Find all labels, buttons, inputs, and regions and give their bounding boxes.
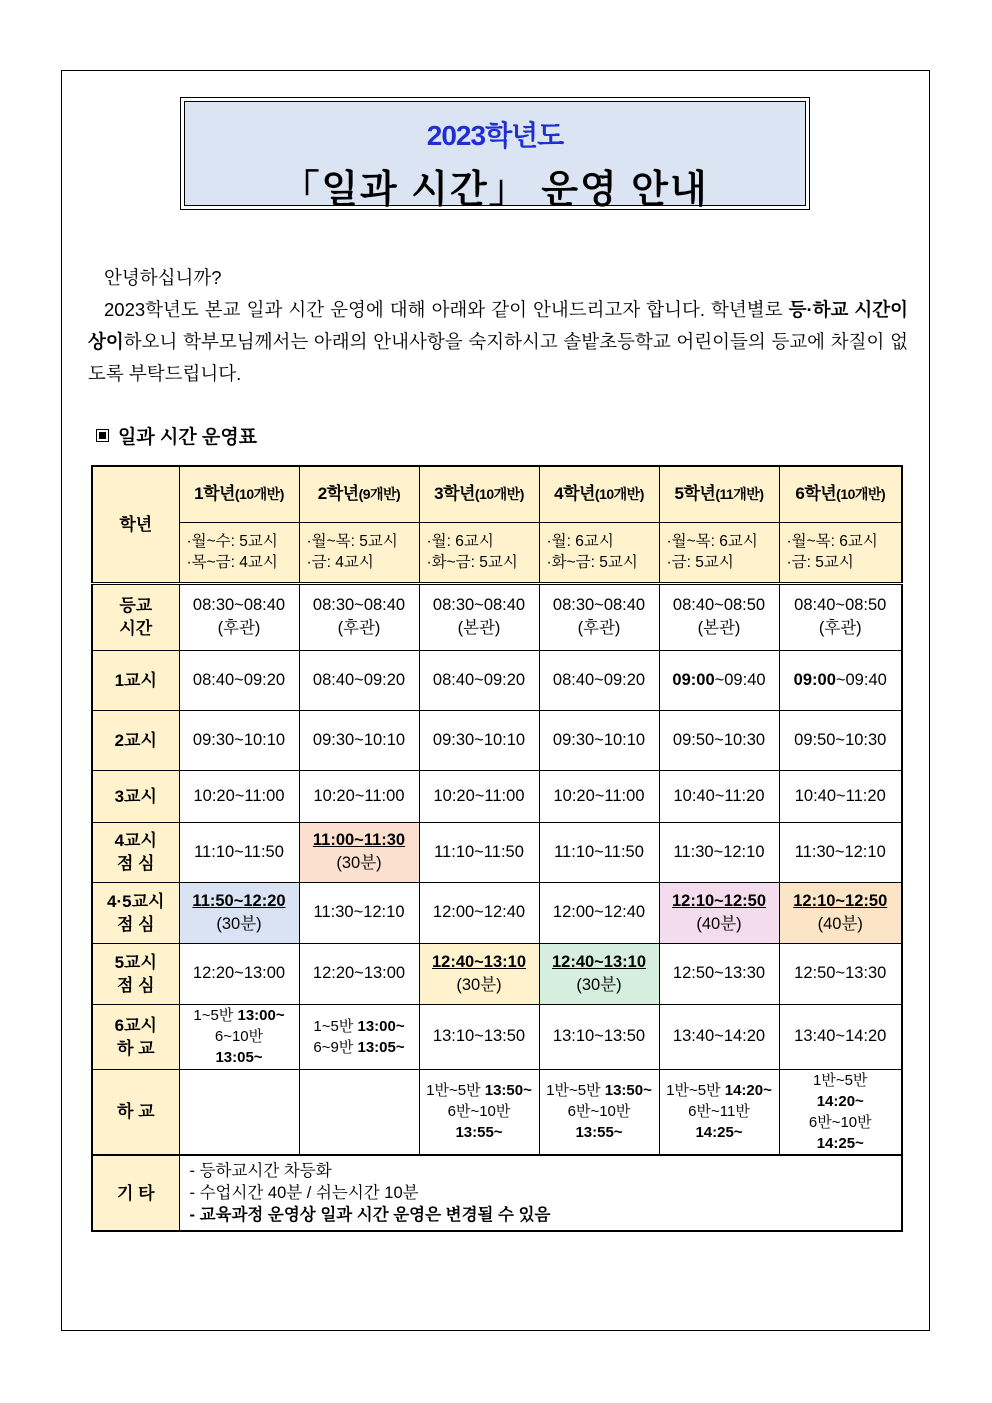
row-label-period-2: 2교시 xyxy=(92,710,179,770)
dismissal-cell: 1반~5반 14:20~ 6반~11반 14:25~ xyxy=(659,1069,779,1155)
period-cell: 09:30~10:10 xyxy=(299,710,419,770)
row-label-period-5: 5교시 점 심 xyxy=(92,943,179,1004)
lunch-cell: 11:50~12:20 (30분) xyxy=(179,882,299,943)
grade-1-schedule: ·월~수: 5교시 ·목~금: 4교시 xyxy=(179,522,299,583)
row-label-period-4: 4교시 점 심 xyxy=(92,822,179,882)
period-cell: 09:30~10:10 xyxy=(539,710,659,770)
period-cell: 11:10~11:50 xyxy=(179,822,299,882)
page-title: 「일과 시간」 운영 안내 xyxy=(281,169,709,211)
period-cell: 09:30~10:10 xyxy=(419,710,539,770)
period-cell: 13:40~14:20 xyxy=(779,1004,902,1069)
period-cell: 10:40~11:20 xyxy=(659,770,779,822)
row-label-arrival: 등교 시간 xyxy=(92,583,179,650)
period-cell: 11:30~12:10 xyxy=(659,822,779,882)
period-cell: 10:20~11:00 xyxy=(299,770,419,822)
intro-text xyxy=(88,262,908,390)
title-year: 2023학년도 xyxy=(426,120,564,151)
grade-5-schedule: ·월~목: 6교시 ·금: 5교시 xyxy=(659,522,779,583)
intro-paragraph xyxy=(88,294,908,390)
arrival-cell: 08:30~08:40 (본관) xyxy=(419,583,539,650)
period-cell: 10:40~11:20 xyxy=(779,770,902,822)
row-label-period-1: 1교시 xyxy=(92,650,179,710)
period-cell: 11:10~11:50 xyxy=(539,822,659,882)
period-cell: 09:50~10:30 xyxy=(779,710,902,770)
grade-header: 학년 xyxy=(92,466,179,583)
notes-cell xyxy=(179,1155,902,1231)
period-cell: 11:30~12:10 xyxy=(779,822,902,882)
note-item: - 등하교시간 차등화 xyxy=(189,1162,332,1180)
period-cell: 10:20~11:00 xyxy=(539,770,659,822)
grade-4-schedule: ·월: 6교시 ·화~금: 5교시 xyxy=(539,522,659,583)
period-cell: 12:20~13:00 xyxy=(179,943,299,1004)
greeting: 안녕하십니까? xyxy=(104,267,222,288)
grade-3-header: 3학년(10개반) xyxy=(419,466,539,522)
arrival-cell: 08:30~08:40 (후관) xyxy=(299,583,419,650)
row-label-period-45: 4·5교시 점 심 xyxy=(92,882,179,943)
section-title: 일과 시간 운영표 xyxy=(118,427,258,448)
period-cell: 13:10~13:50 xyxy=(419,1004,539,1069)
section-heading xyxy=(96,422,257,449)
lunch-cell: 12:40~13:10 (30분) xyxy=(539,943,659,1004)
period-cell: 13:40~14:20 xyxy=(659,1004,779,1069)
grade-2-schedule: ·월~목: 5교시 ·금: 4교시 xyxy=(299,522,419,583)
period-cell: 11:10~11:50 xyxy=(419,822,539,882)
row-label-etc: 기 타 xyxy=(92,1155,179,1231)
period-cell: 09:30~10:10 xyxy=(179,710,299,770)
grade-6-schedule: ·월~목: 6교시 ·금: 5교시 xyxy=(779,522,902,583)
dismissal-cell: 1~5반 13:00~ 6~10반 13:05~ xyxy=(179,1004,299,1069)
intro-emphasis: 등·하교 시간이 상이 xyxy=(88,299,909,352)
period-cell: 08:40~09:20 xyxy=(419,650,539,710)
note-item: - 수업시간 40분 / 쉬는시간 10분 xyxy=(189,1184,419,1202)
grade-4-header: 4학년(10개반) xyxy=(539,466,659,522)
dismissal-cell: 1반~5반 14:20~ 6반~10반 14:25~ xyxy=(779,1069,902,1155)
period-cell: 12:50~13:30 xyxy=(659,943,779,1004)
schedule-table xyxy=(91,465,903,1232)
row-label-period-6: 6교시 하 교 xyxy=(92,1004,179,1069)
period-cell: 09:00~09:40 xyxy=(659,650,779,710)
period-cell: 12:50~13:30 xyxy=(779,943,902,1004)
lunch-cell: 12:40~13:10 (30분) xyxy=(419,943,539,1004)
period-cell: 08:40~09:20 xyxy=(539,650,659,710)
row-label-period-3: 3교시 xyxy=(92,770,179,822)
dismissal-cell: 1반~5반 13:50~ 6반~10반 13:55~ xyxy=(419,1069,539,1155)
arrival-cell: 08:40~08:50 (본관) xyxy=(659,583,779,650)
title-inner xyxy=(184,101,806,211)
period-cell: 08:40~09:20 xyxy=(179,650,299,710)
grade-5-header: 5학년(11개반) xyxy=(659,466,779,522)
arrival-cell: 08:30~08:40 (후관) xyxy=(179,583,299,650)
arrival-cell: 08:30~08:40 (후관) xyxy=(539,583,659,650)
lunch-cell: 12:10~12:50 (40분) xyxy=(779,882,902,943)
grade-1-header: 1학년(10개반) xyxy=(179,466,299,522)
row-label-dismissal: 하 교 xyxy=(92,1069,179,1155)
period-cell: 09:00~09:40 xyxy=(779,650,902,710)
period-cell: 09:50~10:30 xyxy=(659,710,779,770)
dismissal-cell: 1~5반 13:00~ 6~9반 13:05~ xyxy=(299,1004,419,1069)
dismissal-cell: 1반~5반 13:50~ 6반~10반 13:55~ xyxy=(539,1069,659,1155)
period-cell: 12:20~13:00 xyxy=(299,943,419,1004)
lunch-cell: 12:10~12:50 (40분) xyxy=(659,882,779,943)
period-cell: 11:30~12:10 xyxy=(299,882,419,943)
intro-part2: 하오니 학부모님께서는 아래의 안내사항을 숙지하시고 솔밭초등학교 어린이들의 등교에 차질이 없도록 부탁드립니다. xyxy=(88,331,908,384)
square-bullet-icon xyxy=(96,429,109,442)
grade-3-schedule: ·월: 6교시 ·화~금: 5교시 xyxy=(419,522,539,583)
period-cell: 10:20~11:00 xyxy=(179,770,299,822)
intro-part1: 2023학년도 본교 일과 시간 운영에 대해 아래와 같이 안내드리고자 합니다. 학년별로 xyxy=(104,299,789,320)
period-cell: 10:20~11:00 xyxy=(419,770,539,822)
period-cell: 12:00~12:40 xyxy=(419,882,539,943)
note-item: - 교육과정 운영상 일과 시간 운영은 변경될 수 있음 xyxy=(189,1206,551,1224)
lunch-cell: 11:00~11:30 (30분) xyxy=(299,822,419,882)
period-cell: 12:00~12:40 xyxy=(539,882,659,943)
grade-6-header: 6학년(10개반) xyxy=(779,466,902,522)
empty-cell xyxy=(179,1069,299,1155)
title-box xyxy=(180,97,810,210)
empty-cell xyxy=(299,1069,419,1155)
period-cell: 08:40~09:20 xyxy=(299,650,419,710)
arrival-cell: 08:40~08:50 (후관) xyxy=(779,583,902,650)
period-cell: 13:10~13:50 xyxy=(539,1004,659,1069)
grade-2-header: 2학년(9개반) xyxy=(299,466,419,522)
